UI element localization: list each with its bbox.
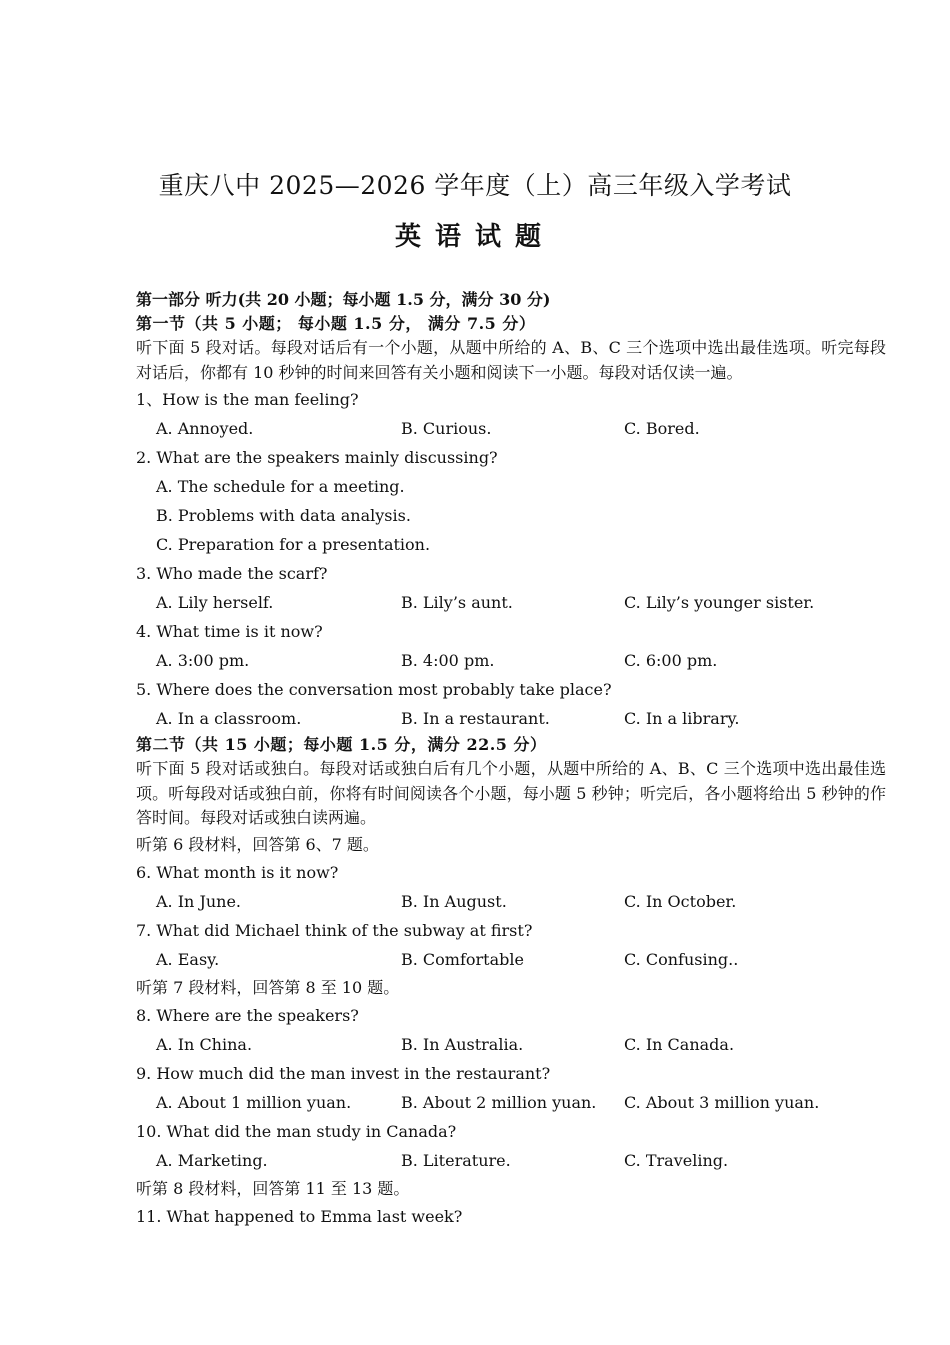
question-10-option-b: B. Literature. xyxy=(401,1150,511,1170)
question-9: 9. How much did the man invest in the restaurant? xyxy=(136,1063,551,1083)
question-9-option-b: B. About 2 million yuan. xyxy=(401,1092,597,1112)
question-9-option-a: A. About 1 million yuan. xyxy=(156,1092,352,1112)
question-10-option-a: A. Marketing. xyxy=(156,1150,268,1170)
question-4: 4. What time is it now? xyxy=(136,622,323,641)
question-4-option-b: B. 4:00 pm. xyxy=(401,651,495,670)
question-5-option-c: C. In a library. xyxy=(624,709,740,728)
question-1-option-c: C. Bored. xyxy=(624,419,700,438)
section1-instructions: 听下面 5 段对话。每段对话后有一个小题，从题中所给的 A、B、C 三个选项中选出最佳选项。听完每段对话后，你都有 10 秒钟的时间来回答有关小题和阅读下一小题。每段对话仅读一遍。 xyxy=(136,338,886,382)
question-7: 7. What did Michael think of the subway at first? xyxy=(136,920,533,940)
question-8-option-b: B. In Australia. xyxy=(401,1034,524,1054)
question-5-options xyxy=(136,704,886,733)
question-1-options xyxy=(136,414,886,443)
question-1: 1、How is the man feeling? xyxy=(136,390,359,409)
question-4-option-a: A. 3:00 pm. xyxy=(156,651,250,670)
part1-heading: 第一部分 听力(共 20 小题；每小题 1.5 分，满分 30 分) xyxy=(136,290,551,309)
question-9-options xyxy=(136,1088,886,1117)
question-8: 8. Where are the speakers? xyxy=(136,1005,359,1025)
question-3: 3. Who made the scarf? xyxy=(136,564,328,583)
question-6-option-c: C. In October. xyxy=(624,891,737,911)
question-5: 5. Where does the conversation most probably take place? xyxy=(136,680,612,699)
question-6-options xyxy=(136,887,886,916)
question-2-option-c: C. Preparation for a presentation. xyxy=(156,535,431,554)
question-5-option-b: B. In a restaurant. xyxy=(401,709,550,728)
question-3-option-b: B. Lily’s aunt. xyxy=(401,593,513,612)
exam-title: 重庆八中 2025—2026 学年度（上）高三年级入学考试 xyxy=(158,171,792,200)
question-10: 10. What did the man study in Canada? xyxy=(136,1121,457,1141)
section1-heading: 第一节（共 5 小题； 每小题 1.5 分， 满分 7.5 分） xyxy=(136,314,536,333)
question-1-option-b: B. Curious. xyxy=(401,419,492,438)
question-3-options xyxy=(136,588,886,617)
question-6-option-a: A. In June. xyxy=(156,891,242,911)
exam-content xyxy=(136,288,886,1231)
question-2-option-b: B. Problems with data analysis. xyxy=(156,506,411,525)
question-6-option-b: B. In August. xyxy=(401,891,507,911)
question-7-options xyxy=(136,945,886,974)
question-2-option-a: A. The schedule for a meeting. xyxy=(156,477,405,496)
question-8-option-a: A. In China. xyxy=(156,1034,253,1054)
question-4-options xyxy=(136,646,886,675)
question-4-option-c: C. 6:00 pm. xyxy=(624,651,718,670)
question-8-option-c: C. In Canada. xyxy=(624,1034,735,1054)
question-11: 11. What happened to Emma last week? xyxy=(136,1206,463,1226)
section2-heading: 第二节（共 15 小题；每小题 1.5 分，满分 22.5 分） xyxy=(136,735,547,754)
question-7-option-a: A. Easy. xyxy=(156,949,220,969)
material-6-instruction: 听第 6 段材料，回答第 6、7 题。 xyxy=(136,834,379,854)
question-9-option-c: C. About 3 million yuan. xyxy=(624,1092,820,1112)
question-2: 2. What are the speakers mainly discussing? xyxy=(136,448,498,467)
question-10-option-c: C. Traveling. xyxy=(624,1150,729,1170)
question-8-options xyxy=(136,1030,886,1059)
section2-instructions: 听下面 5 段对话或独白。每段对话或独白后有几个小题，从题中所给的 A、B、C 三个选项中选出最佳选项。听每段对话或独白前，你将有时间阅读各个小题，每小题 5 秒钟；听完后，各小题将给出 5 秒钟的作答时间。每段对话或独白读两遍。 xyxy=(136,759,886,827)
question-7-option-c: C. Confusing.. xyxy=(624,949,739,969)
exam-subtitle: 英语试题 xyxy=(394,222,555,252)
material-8-instruction: 听第 8 段材料，回答第 11 至 13 题。 xyxy=(136,1178,410,1198)
question-3-option-a: A. Lily herself. xyxy=(156,593,274,612)
material-7-instruction: 听第 7 段材料，回答第 8 至 10 题。 xyxy=(136,977,400,997)
question-6: 6. What month is it now? xyxy=(136,862,339,882)
question-10-options xyxy=(136,1146,886,1175)
question-3-option-c: C. Lily’s younger sister. xyxy=(624,593,815,612)
question-7-option-b: B. Comfortable xyxy=(401,949,524,969)
question-1-option-a: A. Annoyed. xyxy=(156,419,254,438)
question-5-option-a: A. In a classroom. xyxy=(156,709,302,728)
